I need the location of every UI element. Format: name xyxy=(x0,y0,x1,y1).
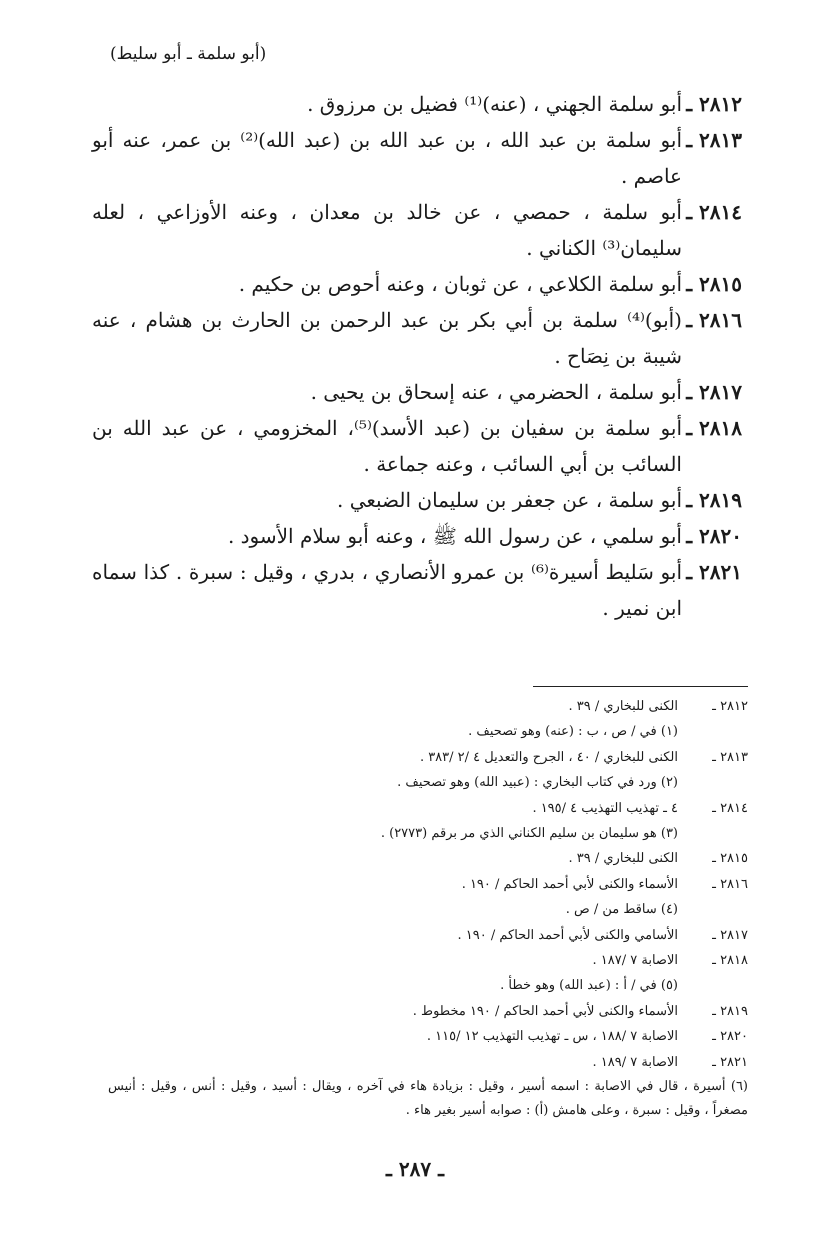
entry-number: ٢٨١٣ ـ xyxy=(686,128,742,152)
entry-2818 xyxy=(92,410,742,482)
entry-2816 xyxy=(92,302,742,374)
entry-2812 xyxy=(92,86,742,122)
footnote-source xyxy=(108,872,748,897)
footnote-text: (٢) ورد في كتاب البخاري : (عبيد الله) وهو تصحيف . xyxy=(397,775,678,791)
entry-2817 xyxy=(92,374,742,410)
footnote-note xyxy=(108,770,748,795)
entries-list xyxy=(92,86,742,626)
footnote-entry-number: ٢٨١٩ ـ xyxy=(712,1003,748,1019)
entry-2820 xyxy=(92,518,742,554)
footnotes xyxy=(108,694,748,1123)
footnote-entry-number: ٢٨١٣ ـ xyxy=(712,749,748,765)
footnote-source xyxy=(108,846,748,871)
footnote-separator xyxy=(533,686,748,687)
footnote-source xyxy=(108,1050,748,1075)
entry-number: ٢٨١٨ ـ xyxy=(686,416,742,440)
entry-text: أبو سلمة ، عن جعفر بن سليمان الضبعي . xyxy=(336,488,682,512)
entry-text: أبو سلمة ، الحضرمي ، عنه إسحاق بن يحيى . xyxy=(310,380,682,404)
entry-number: ٢٨١٧ ـ xyxy=(686,380,742,404)
footnote-source xyxy=(108,999,748,1024)
footnote-text: الاصابة ٧ /١٨٧ . xyxy=(592,953,678,969)
entry-number: ٢٨١٤ ـ xyxy=(686,200,742,224)
footnote-text: (٤) ساقط من / ص . xyxy=(565,902,678,918)
footnote-text: ٤ ـ تهذيب التهذيب ٤ /١٩٥ . xyxy=(532,800,678,816)
footnote-note xyxy=(108,973,748,998)
footnote-entry-number: ٢٨١٧ ـ xyxy=(712,927,748,943)
footnote-source xyxy=(108,923,748,948)
entry-number: ٢٨١٢ ـ xyxy=(686,92,742,116)
entry-text: أبو سَليط أسيرة⁽⁶⁾ بن عمرو الأنصاري ، بدري ، وقيل : سبرة . كذا سماه ابن نمير . xyxy=(92,560,682,620)
footnote-source xyxy=(108,1024,748,1049)
footnote-entry-number: ٢٨٢١ ـ xyxy=(712,1054,748,1070)
entry-2814 xyxy=(92,194,742,266)
entry-number: ٢٨١٥ ـ xyxy=(686,272,742,296)
footnote-entry-number: ٢٨١٢ ـ xyxy=(712,699,748,714)
page-number: ـ ٢٨٧ ـ xyxy=(386,1157,444,1181)
footnote-text: الكنى للبخاري / ٣٩ . xyxy=(568,851,678,867)
entry-number: ٢٨١٩ ـ xyxy=(686,488,742,512)
entry-text: أبو سلمة ، حمصي ، عن خالد بن معدان ، وعنه الأوزاعي ، لعله سليمان⁽³⁾ الكناني . xyxy=(92,200,682,260)
footnote-source xyxy=(108,745,748,770)
footnote-text: الأسماء والكنى لأبي أحمد الحاكم / ١٩٠ . xyxy=(461,876,678,892)
footnote-source xyxy=(108,694,748,719)
entry-text: أبو سلمة بن سفيان بن (عبد الأسد)⁽⁵⁾، المخزومي ، عن عبد الله بن السائب بن أبي السائب ، وعنه جماعة . xyxy=(92,416,682,476)
entry-2815 xyxy=(92,266,742,302)
footnote-text: (١) في / ص ، ب : (عنه) وهو تصحيف . xyxy=(468,724,678,740)
entry-number: ٢٨١٦ ـ xyxy=(686,308,742,332)
entry-2813 xyxy=(92,122,742,194)
footnote-note xyxy=(108,897,748,922)
footnote-text: (٣) هو سليمان بن سليم الكناني الذي مر برقم (٢٧٧٣) . xyxy=(380,826,678,842)
footnote-entry-number: ٢٨١٤ ـ xyxy=(712,800,748,816)
entry-text: أبو سلمة الجهني ، (عنه)⁽¹⁾ فضيل بن مرزوق . xyxy=(307,92,682,116)
entry-2821 xyxy=(92,554,742,626)
footnote-text: الأسماء والكنى لأبي أحمد الحاكم / ١٩٠ مخطوط . xyxy=(412,1003,678,1019)
footnote-entry-number: ٢٨١٦ ـ xyxy=(712,876,748,892)
footnote-text: الأسامي والكنى لأبي أحمد الحاكم / ١٩٠ . xyxy=(457,927,678,943)
entry-number: ٢٨٢١ ـ xyxy=(686,560,742,584)
entry-2819 xyxy=(92,482,742,518)
footnote-text: الكنى للبخاري / ٣٩ . xyxy=(568,699,678,714)
entry-text: (أبو)⁽⁴⁾ سلمة بن أبي بكر بن عبد الرحمن بن الحارث بن هشام ، عنه شيبة بن نِصَاح . xyxy=(92,308,682,368)
entry-number: ٢٨٢٠ ـ xyxy=(686,524,742,548)
footnote-source xyxy=(108,796,748,821)
running-head: (أبو سلمة ـ أبو سليط) xyxy=(110,44,267,64)
footnote-source xyxy=(108,948,748,973)
footnote-text: (٥) في / أ : (عبد الله) وهو خطأ . xyxy=(500,978,678,994)
footnote-text: الكنى للبخاري / ٤٠ ، الجرح والتعديل ٤ /٢ /٣٨٣ . xyxy=(419,749,678,765)
footnote-note xyxy=(108,719,748,744)
entry-text: أبو سلمة بن عبد الله ، بن عبد الله بن (عبد الله)⁽²⁾ بن عمر، عنه أبو عاصم . xyxy=(92,128,683,188)
footnote-entry-number: ٢٨٢٠ ـ xyxy=(712,1029,748,1045)
entry-text: أبو سلمة الكلاعي ، عن ثوبان ، وعنه أحوص بن حكيم . xyxy=(238,272,682,296)
footnote-note xyxy=(108,1075,748,1123)
footnote-text: الاصابة ٧ /١٨٨ ، س ـ تهذيب التهذيب ١٢ /١١٥ . xyxy=(426,1029,678,1045)
footnote-entry-number: ٢٨١٨ ـ xyxy=(712,953,748,969)
footnote-note xyxy=(108,821,748,846)
footnote-entry-number: ٢٨١٥ ـ xyxy=(712,851,748,867)
footnote-text: الاصابة ٧ /١٨٩ . xyxy=(592,1054,678,1070)
entry-text: أبو سلمي ، عن رسول الله ﷺ ، وعنه أبو سلام الأسود . xyxy=(227,524,682,548)
footnote-text: (٦) أسيرة ، قال في الاصابة : اسمه أسير ، وقيل : بزيادة هاء في آخره ، ويقال : أسيد ، وقيل : أنس ، وقيل : أنيس مصغراً ، وقيل : سبرة ، وعلى هامش (أ) : صوابه أسير بغير هاء . xyxy=(108,1079,748,1119)
